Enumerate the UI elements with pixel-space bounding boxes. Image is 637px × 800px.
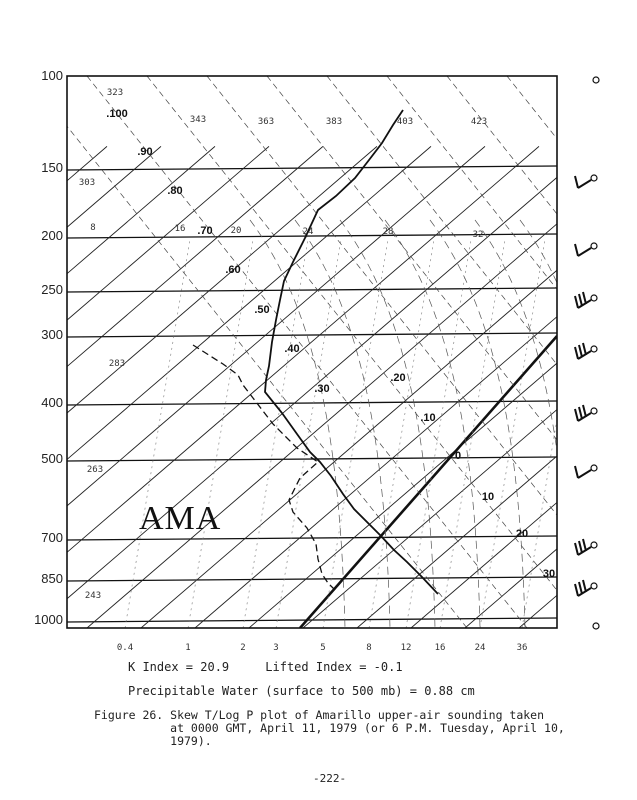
mixing-ratio-line <box>243 240 308 628</box>
mixing-ratio-label: 16 <box>434 643 446 653</box>
wind-feather <box>575 244 578 256</box>
pressure-label: 400 <box>41 395 63 410</box>
isotherm <box>573 146 637 628</box>
mixing-ratio-label: 3 <box>273 643 279 653</box>
isotherm <box>195 146 637 628</box>
wind-feather <box>579 294 582 306</box>
theta-label: 243 <box>84 591 102 601</box>
wind-barb <box>575 243 597 256</box>
dry-adiabat <box>507 76 637 628</box>
temperature-label: .90 <box>137 146 153 158</box>
theta-e-label: 20 <box>230 226 242 236</box>
station-label: AMA <box>139 500 222 537</box>
isotherm <box>627 146 637 628</box>
temperature-label: .60 <box>225 264 241 276</box>
mixing-ratio-label: 36 <box>516 643 528 653</box>
pressure-label: 300 <box>41 327 63 342</box>
isotherm <box>249 146 637 628</box>
isobar <box>67 401 557 405</box>
wind-feather <box>583 343 586 355</box>
wind-shaft <box>578 470 591 478</box>
mixing-ratio-line <box>480 240 545 628</box>
isotherm <box>0 146 323 628</box>
wind-station-circle <box>591 346 597 352</box>
pressure-label: 700 <box>41 530 63 545</box>
isobar <box>67 577 557 581</box>
theta-label: 303 <box>78 178 96 188</box>
mixing-ratio-line <box>125 240 190 628</box>
wind-barb <box>575 292 597 308</box>
moist-adiabat <box>520 220 615 628</box>
wind-feather <box>575 466 578 478</box>
temperature-label: 30 <box>542 568 556 580</box>
pressure-label: 250 <box>41 282 63 297</box>
mixing-ratio-label: 12 <box>400 643 412 653</box>
dry-adiabat <box>627 76 637 628</box>
dry-adiabat <box>387 76 637 628</box>
wind-shaft <box>578 180 591 188</box>
wind-station-circle <box>591 295 597 301</box>
temperature-label: .30 <box>314 383 330 395</box>
wind-barb <box>575 465 597 478</box>
wind-station-circle <box>591 408 597 414</box>
isotherm <box>141 146 637 628</box>
mixing-ratio-line <box>188 240 253 628</box>
theta-e-label: 24 <box>302 227 314 237</box>
wind-feather <box>575 584 578 596</box>
dry-adiabat <box>27 76 467 628</box>
isotherm <box>465 146 637 628</box>
moist-adiabat <box>250 220 345 628</box>
temperature-label: 10 <box>481 491 495 503</box>
calm-wind-circle <box>593 77 599 83</box>
mixing-ratio-label: 1 <box>185 643 191 653</box>
theta-label: 363 <box>257 117 275 127</box>
theta-label: 263 <box>86 465 104 475</box>
theta-e-label: 16 <box>174 224 186 234</box>
theta-e-label: 8 <box>90 223 96 233</box>
temperature-label: .70 <box>197 225 213 237</box>
lifted-index: Lifted Index = -0.1 <box>265 660 403 674</box>
wind-feather <box>575 409 578 421</box>
dry-adiabat <box>84 76 527 628</box>
figure-caption: Figure 26. Skew T/Log P plot of Amarillo upper-air sounding taken at 0000 GMT, April 11, 1979 (or 6 P.M. Tuesday, April 10, 1979). <box>94 708 565 748</box>
theta-label: 383 <box>325 117 343 127</box>
mixing-ratio-label: 0.4 <box>116 643 134 653</box>
mixing-ratio-label: 2 <box>240 643 246 653</box>
wind-feather <box>579 541 582 553</box>
temperature-label: .100 <box>106 108 128 120</box>
theta-label: 283 <box>108 359 126 369</box>
precipitable-water: Precipitable Water (surface to 500 mb) = 0.88 cm <box>128 684 475 698</box>
wind-feather <box>579 407 582 419</box>
pressure-label: 100 <box>41 68 63 83</box>
wind-feather <box>575 176 578 188</box>
wind-station-circle <box>591 243 597 249</box>
isotherm <box>411 146 637 628</box>
isotherm <box>0 146 107 628</box>
wind-feather <box>583 580 586 592</box>
wind-feather <box>579 582 582 594</box>
wind-station-circle <box>591 583 597 589</box>
mixing-ratio-label: 5 <box>320 643 326 653</box>
wind-barb <box>575 175 597 188</box>
k-index: K Index = 20.9 <box>128 660 230 674</box>
theta-label: 403 <box>396 117 414 127</box>
temperature-label: .10 <box>420 412 436 424</box>
isotherm <box>0 146 485 628</box>
wind-station-circle <box>591 465 597 471</box>
wind-feather <box>583 405 586 417</box>
isobar <box>67 166 557 170</box>
wind-barb <box>575 580 597 596</box>
wind-barb <box>575 343 597 359</box>
theta-label: 343 <box>189 115 207 125</box>
wind-barb <box>575 539 597 555</box>
wind-shaft <box>578 248 591 256</box>
temperature-label: 0 <box>454 450 462 462</box>
theta-e-label: 28 <box>382 227 394 237</box>
temperature-label: .80 <box>167 185 183 197</box>
wind-barb <box>575 405 597 421</box>
pressure-label: 150 <box>41 160 63 175</box>
calm-wind-circle <box>593 623 599 629</box>
mixing-ratio-line <box>440 240 505 628</box>
pressure-label: 1000 <box>34 612 63 627</box>
pressure-label: 850 <box>41 571 63 586</box>
page-number: -222- <box>313 772 347 785</box>
theta-e-label: 32 <box>472 230 484 240</box>
wind-station-circle <box>591 542 597 548</box>
pressure-label: 500 <box>41 451 63 466</box>
temperature-label: .20 <box>390 372 406 384</box>
wind-feather <box>575 347 578 359</box>
mixing-ratio-label: 8 <box>366 643 372 653</box>
wind-feather <box>575 543 578 555</box>
temperature-label: .40 <box>284 343 300 355</box>
wind-feather <box>579 345 582 357</box>
pressure-label: 200 <box>41 228 63 243</box>
theta-label: 423 <box>470 117 488 127</box>
theta-label: 323 <box>106 88 124 98</box>
temperature-label: .50 <box>254 304 270 316</box>
dry-adiabat <box>567 76 637 628</box>
mixing-ratio-line <box>323 240 388 628</box>
wind-feather <box>575 296 578 308</box>
isotherm <box>0 146 215 628</box>
isobar <box>67 288 557 292</box>
wind-feather <box>583 539 586 551</box>
isotherm <box>303 146 637 628</box>
wind-station-circle <box>591 175 597 181</box>
mixing-ratio-label: 24 <box>474 643 486 653</box>
wind-feather <box>583 292 586 304</box>
temperature-label: 20 <box>515 528 529 540</box>
dry-adiabat <box>147 76 587 628</box>
isotherm <box>0 146 269 628</box>
isotherm <box>519 146 637 628</box>
moist-adiabat <box>565 220 637 628</box>
isotherm <box>0 146 539 628</box>
stability-indices <box>128 660 403 674</box>
